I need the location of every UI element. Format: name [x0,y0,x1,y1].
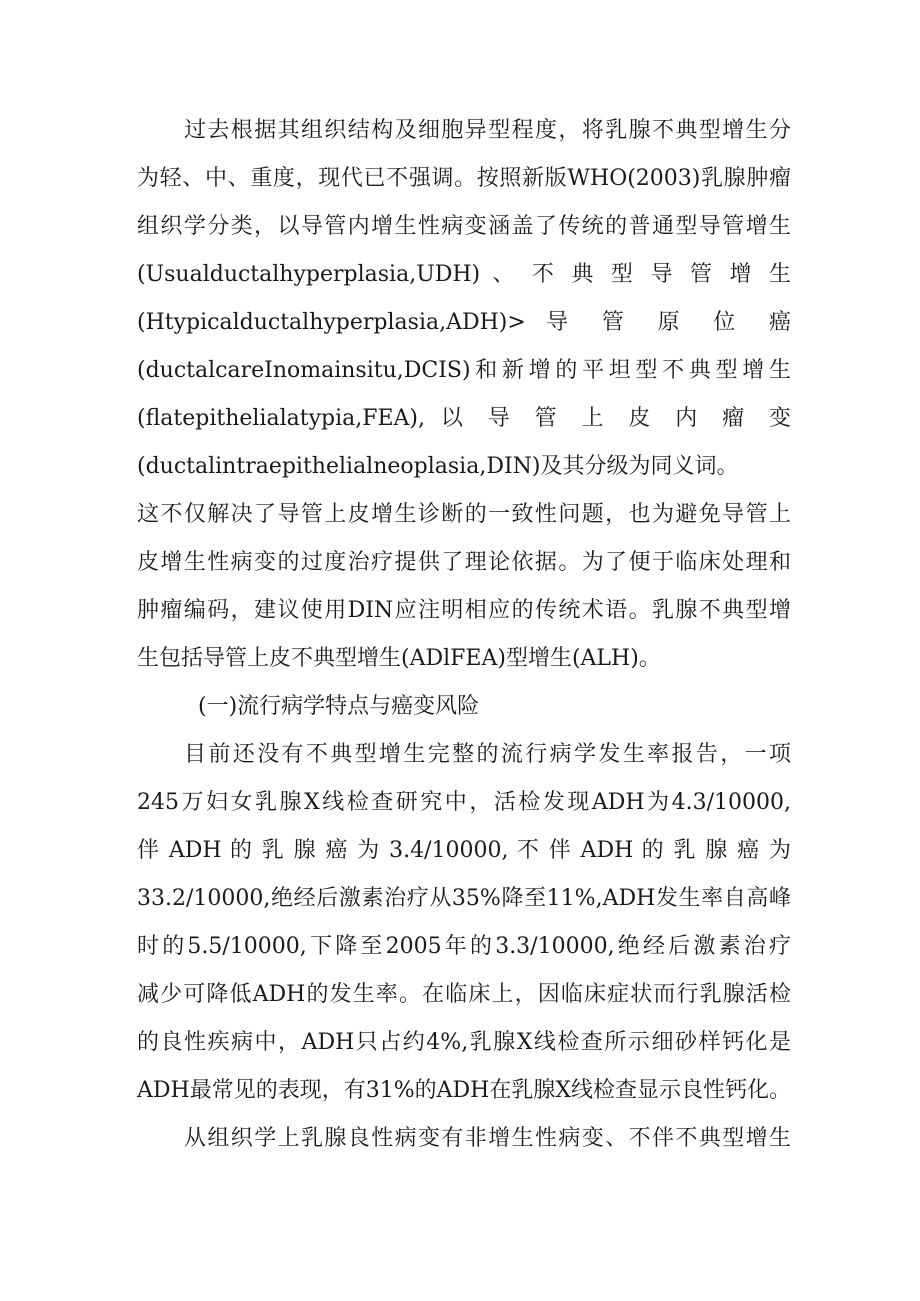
paragraph-line: 时的5.5/10000,下降至2005年的3.3/10000,绝经后激素治疗 [137,934,791,959]
paragraph-line: (ductalintraepithelialneoplasia,DIN)及其分级为同义词。 [137,454,739,479]
paragraph-line: (flatepithelialatypia,FEA), 以 导 管 上 皮 内 瘤 变 [137,406,791,431]
paragraph-line: 组织学分类，以导管内增生性病变涵盖了传统的普通型导管增生 [137,214,791,239]
paragraph-line: 这不仅解决了导管上皮增生诊断的一致性问题，也为避免导管上 [137,502,791,527]
paragraph-line: 目前还没有不典型增生完整的流行病学发生率报告，一项 [184,742,791,767]
paragraph-line: (Usualductalhyperplasia,UDH) 、 不 典 型 导 管 增 生 [137,262,791,287]
paragraph-line: 的良性疾病中，ADH只占约4%,乳腺X线检查所示细砂样钙化是 [137,1030,791,1055]
paragraph-line: 生包括导管上皮不典型增生(ADlFEA)型增生(ALH)。 [137,646,661,671]
paragraph-line: 为轻、中、重度，现代已不强调。按照新版WHO(2003)乳腺肿瘤 [137,166,791,191]
paragraph-line: 肿瘤编码，建议使用DIN应注明相应的传统术语。乳腺不典型增 [137,598,791,623]
paragraph-line: 245万妇女乳腺X线检查研究中，活检发现ADH为4.3/10000, [137,790,791,815]
paragraph-line: 33.2/10000,绝经后激素治疗从35%降至11%,ADH发生率自高峰 [137,886,791,911]
paragraph-line: 伴 ADH 的 乳 腺 癌 为 3.4/10000, 不 伴 ADH 的 乳 腺 癌 为 [137,838,791,863]
paragraph-line: 皮增生性病变的过度治疗提供了理论依据。为了便于临床处理和 [137,550,791,575]
paragraph-line: ADH最常见的表现，有31%的ADH在乳腺X线检查显示良性钙化。 [137,1078,791,1103]
section-heading: (一)流行病学特点与癌变风险 [198,694,480,719]
paragraph-line: (ductalcareInomainsitu,DCIS)和新增的平坦型不典型增生 [137,358,791,383]
paragraph-line: 从组织学上乳腺良性病变有非增生性病变、不伴不典型增生 [184,1126,791,1151]
paragraph-line: 过去根据其组织结构及细胞异型程度，将乳腺不典型增生分 [184,118,791,143]
paragraph-line: 减少可降低ADH的发生率。在临床上，因临床症状而行乳腺活检 [137,982,791,1007]
paragraph-line: (Htypicalductalhyperplasia,ADH)> 导 管 原 位 癌 [137,310,791,335]
